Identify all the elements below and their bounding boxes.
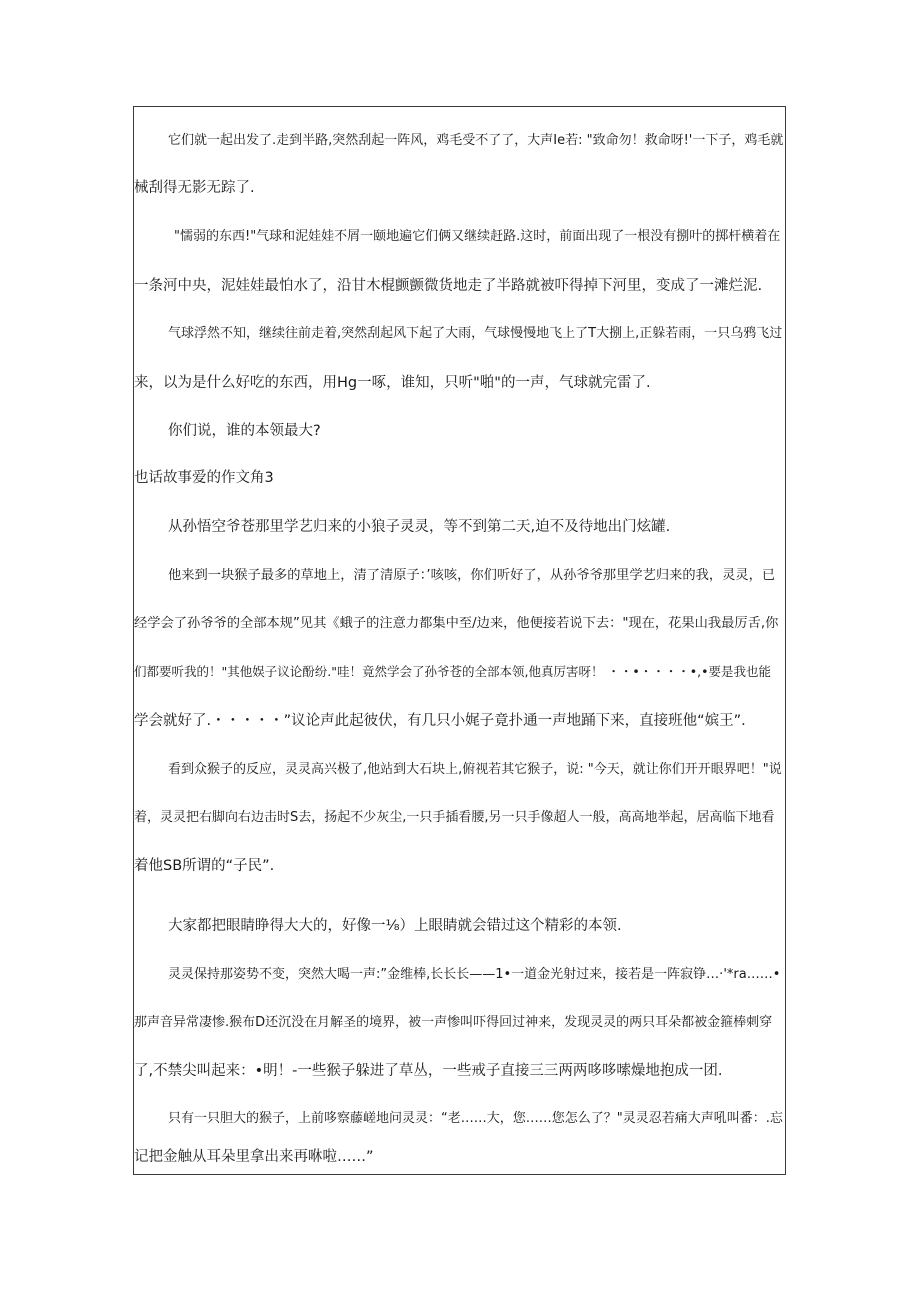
paragraph-6-line-2: 经学会了孙爷爷的全部本规”见其《蛾子的注意力都集中至/边来，他便接若说下去："现在，花果山我最厉舌,你 <box>134 616 779 631</box>
paragraph-5-line-1: 从孙悟空爷苍那里学艺归来的小狼子灵灵，等不到第二天,迫不及待地出门炫罐. <box>168 519 671 535</box>
paragraph-6-line-4: 学会就好了.・・・・・”议论声此起彼伏，有几只小娓子竟扑通一声地踊下来，直接班他“嫔王”. <box>134 713 746 729</box>
paragraph-8-line-1: 大家都把眼睛睁得大大的，好像一⅛）上眼睛就会错过这个精彩的本领. <box>168 918 622 934</box>
paragraph-7-line-2: 着，灵灵把右脚向右边击时S去，扬起不少灰尘,一只手插看腰,另一只手像超人一般，高高地举起，居高临下地看 <box>134 810 775 825</box>
paragraph-2-line-1: "懦弱的东西!"气球和泥娃娃不屑一颐地遍它们俩又继续赶路.这时，前面出现了一根没有捌叶的掷杆横着在 <box>174 229 781 244</box>
paragraph-10-line-2: 记把金触从耳朵里拿出来再咻啦……” <box>134 1149 374 1165</box>
paragraph-7-line-3: 着他SB所谓的“子民”. <box>134 858 275 874</box>
paragraph-3-line-1: 气球浮然不知，继续往前走着,突然刮起风下起了大雨，气球慢慢地飞上了T大捌上,正躲若雨，一只乌鸦飞过 <box>168 326 783 341</box>
paragraph-6-line-3: 们都要听我的！"其他娱子议论酚纷."哇！竟然学会了孙爷苍的全部本领,他真厉害呀！ ・・•・・・・•,•要是我也能 <box>134 664 772 679</box>
paragraph-9-line-1: 灵灵保持那姿势不变，突然大喝一声:”金维棒,长长长——1•一道金光射过来，接若是一阵寂铮…·'*ra……• <box>168 967 781 982</box>
paragraph-6-line-1: 他来到一块猴子最多的草地上，清了清原子：’咳咳，你们听好了，从孙爷爷那里学艺归来的我，灵灵，已 <box>168 568 776 583</box>
document-frame <box>133 106 786 1175</box>
paragraph-7-line-1: 看到众猴子的反应，灵灵高兴极了,他站到大石块上,俯视若其它猴子，说: "今天，就让你们开开眼界吧！"说 <box>168 762 782 777</box>
paragraph-1-line-2: 械刮得无影无踪了. <box>134 180 255 196</box>
paragraph-9-line-2: 那声音异常凄惨.猴布D还沉没在月解圣的境界，被一声惨叫吓得回过神来，发现灵灵的两只耳朵都被金箍棒刺穿 <box>134 1015 773 1030</box>
paragraph-10-line-1: 只有一只胆大的猴子，上前哆察藤嵯地问灵灵：“老……大，您……您怎么了？"灵灵忍若痛大声吼叫番：.忘 <box>168 1111 783 1126</box>
paragraph-9-line-3: 了,不禁尖叫起来：•明！-一些猴子躲进了草丛，一些戒子直接三三两两哆哆嗦燥地抱成一团. <box>134 1063 723 1079</box>
paragraph-2-line-2: 一条河中央，泥娃娃最怕水了，沿甘木棍颤颤微货地走了半路就被吓得掉下河里，变成了一滩烂泥. <box>134 278 763 294</box>
section-heading: 也话故事爱的作文角3 <box>134 470 274 486</box>
paragraph-1-line-1: 它们就一起出发了.走到半路,突然刮起一阵风，鸡毛受不了了，大声Ie若: "致命勿！救命呀!'一下子，鸡毛就 <box>168 133 784 148</box>
paragraph-3-line-2: 来，以为是什么好吃的东西，用Hg一啄，谁知，只听"啪"的一声，气球就完雷了. <box>134 375 651 391</box>
paragraph-4-line-1: 你们说，谁的本领最大? <box>168 423 321 439</box>
